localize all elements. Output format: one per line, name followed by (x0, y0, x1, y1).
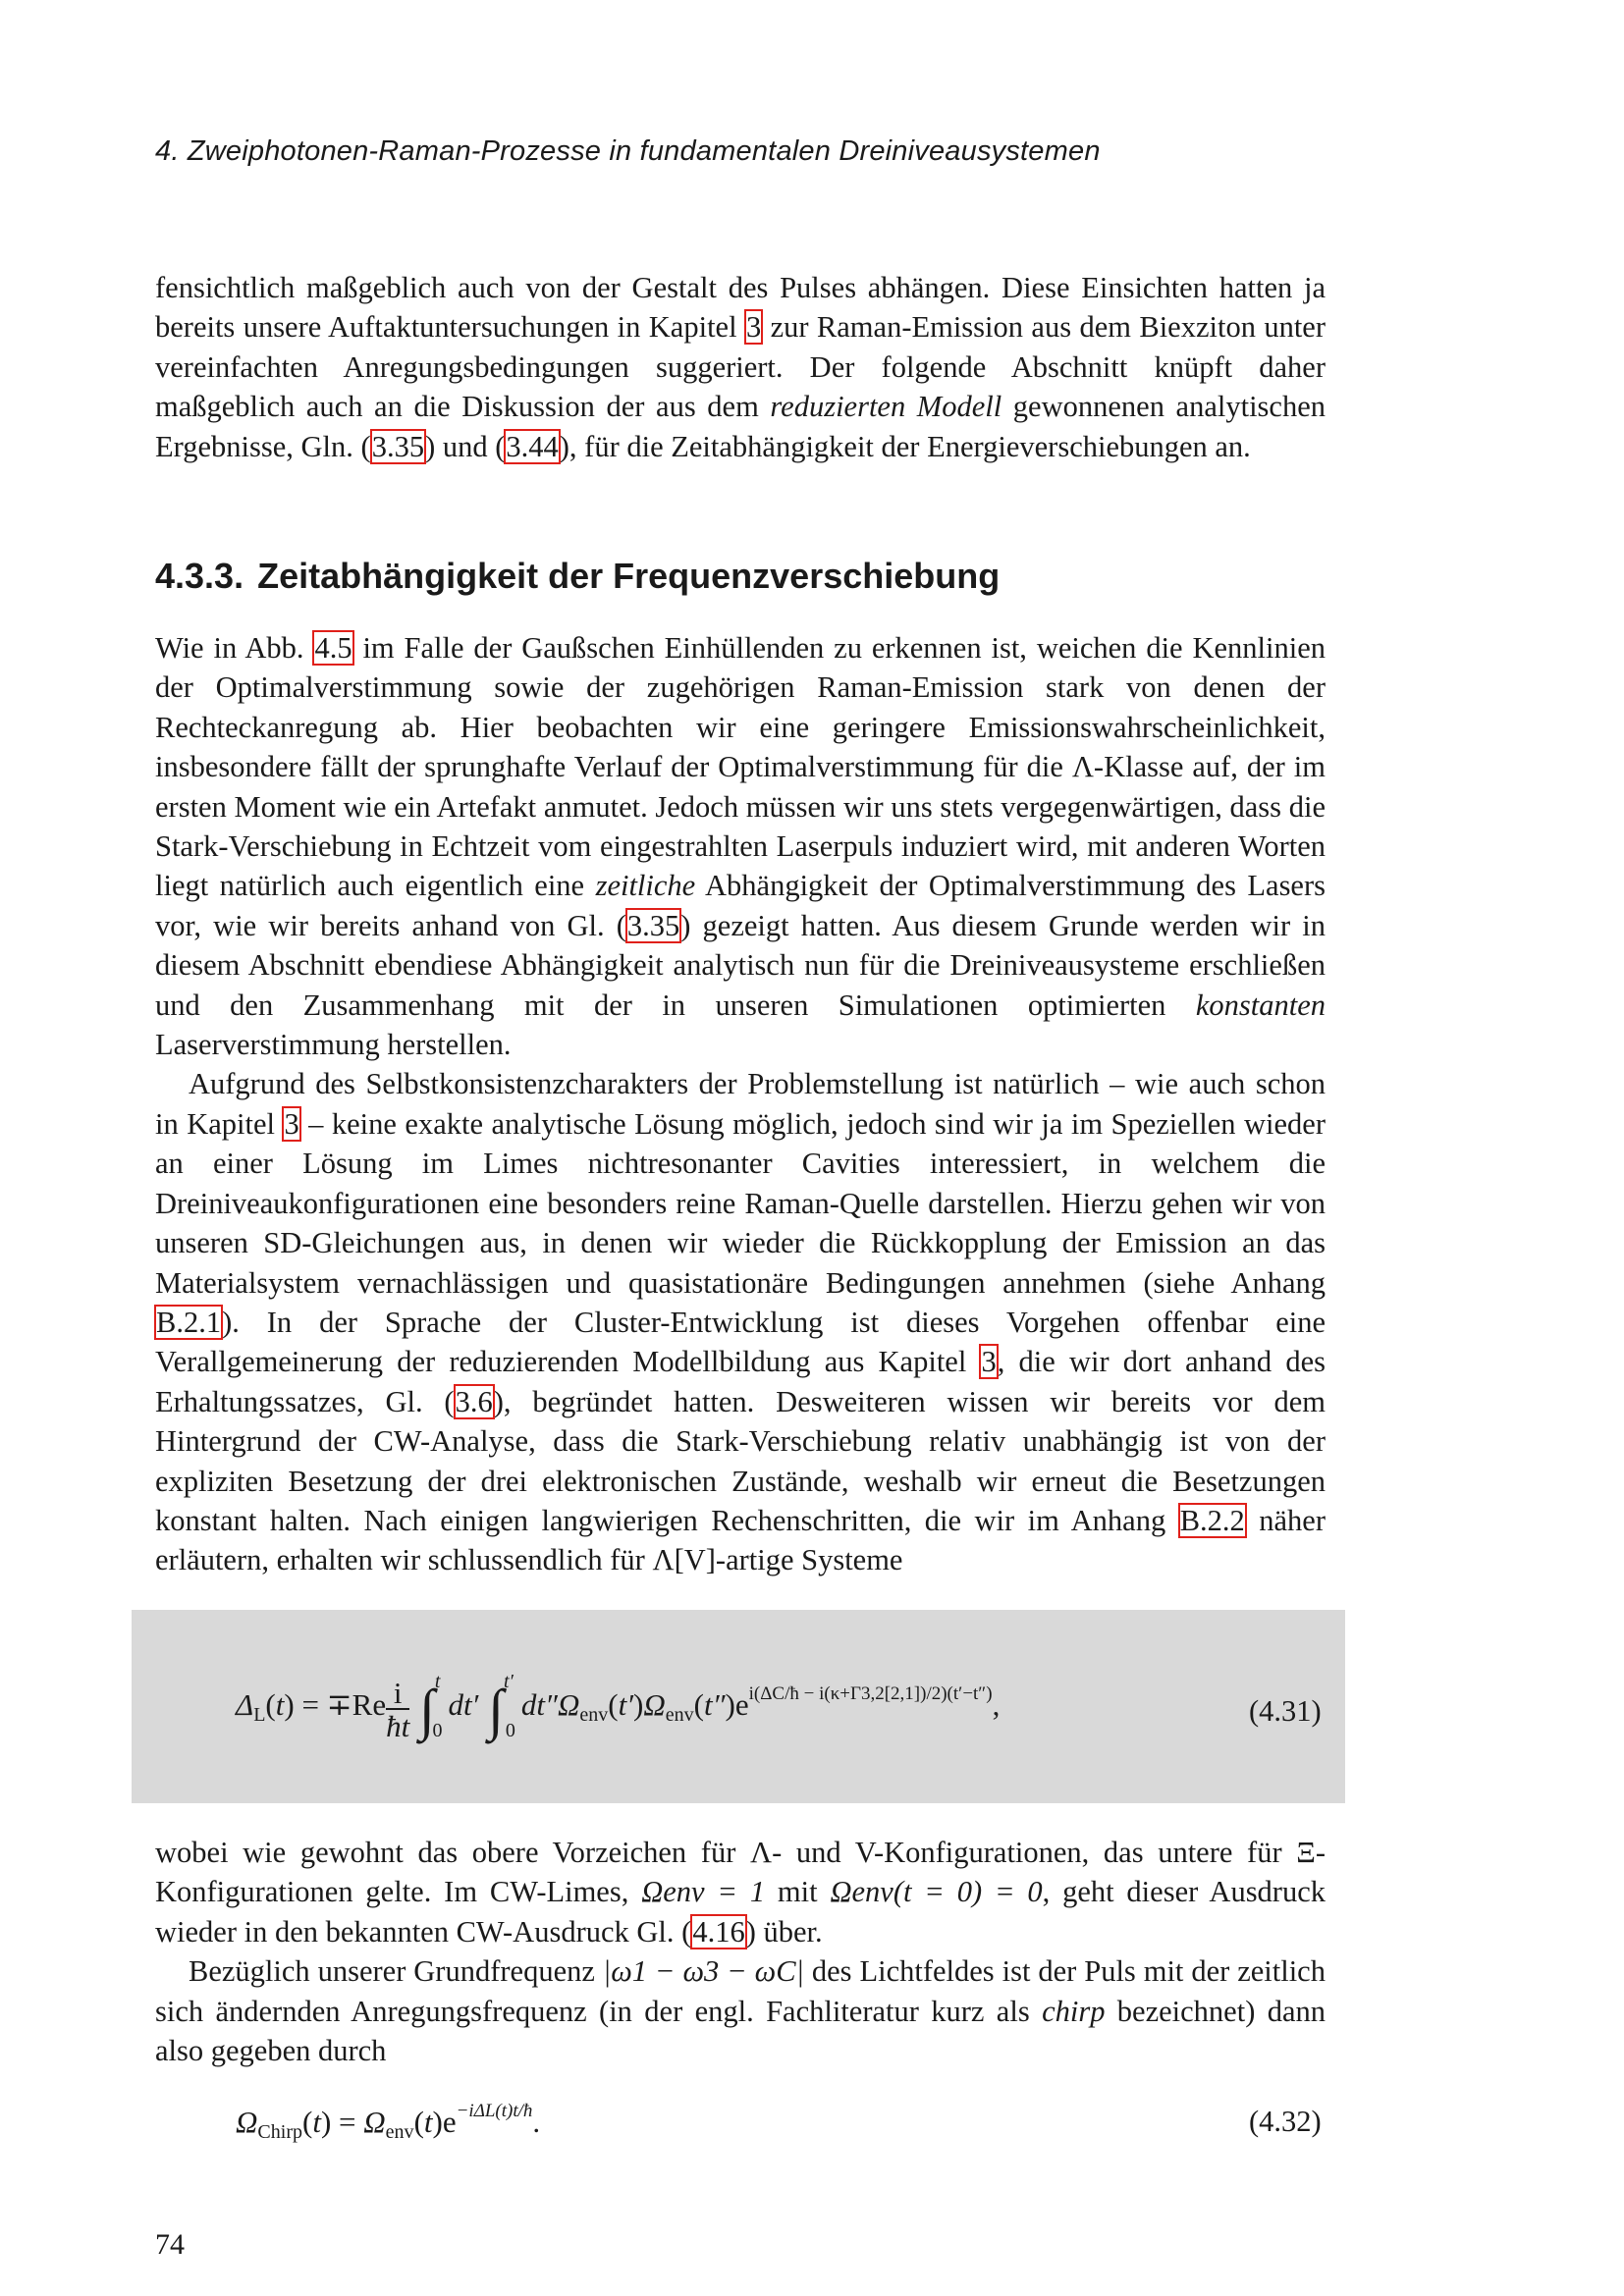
section-number: 4.3.3. (155, 556, 244, 596)
omega-symbol: Ω (363, 2105, 386, 2139)
equation-4-16-link[interactable]: 4.16 (692, 1914, 745, 1949)
omega-symbol: Ω (557, 1687, 580, 1722)
integral-lower-limit: 0 (505, 1720, 515, 1741)
text-run: Wie in Abb. (155, 631, 314, 665)
emphasis-zeitliche: zeitliche (595, 869, 696, 903)
fraction (386, 1676, 410, 1743)
integral-sign: ∫ (488, 1678, 504, 1741)
arg-t-double-prime: t″ (703, 1687, 726, 1722)
inline-math: Ωenv = 1 (641, 1875, 766, 1909)
exponential-e: e (734, 1687, 749, 1722)
omega-symbol: Ω (236, 2105, 258, 2139)
subscript-env: env (665, 1704, 694, 1726)
paragraph-sign-convention (155, 1833, 1326, 1951)
page-number: 74 (155, 2228, 185, 2261)
chapter-3-link[interactable]: 3 (745, 310, 762, 345)
equation-3-35-link[interactable]: 3.35 (371, 429, 425, 463)
appendix-b-2-2-link[interactable]: B.2.2 (1179, 1503, 1245, 1537)
text-run: ) und ( (425, 429, 506, 463)
integral-upper-limit: t′ (503, 1671, 514, 1692)
figure-4-5-link[interactable]: 4.5 (314, 631, 352, 665)
emphasis-konstanten: konstanten (1195, 988, 1326, 1022)
equation-number-4-31: (4.31) (1249, 1694, 1322, 1728)
integral-lower-limit: 0 (432, 1720, 443, 1741)
intro-paragraph (155, 268, 1326, 466)
running-header: 4. Zweiphotonen-Raman-Prozesse in fundamentalen Dreiniveausystemen (155, 135, 1101, 167)
text-run: ). In der Sprache der Cluster-Entwicklung ist dieses Vorgehen offenbar eine Verallgemeinerung der reduzierenden Modellbildung aus Kapitel (155, 1305, 1326, 1379)
text-run: zur Raman-Emission aus dem Biexziton unter vereinfachten Anregungsbedingungen suggeriert. Der folgende Abschnitt knüpft daher maßgeblich auch an die Diskussion der aus dem (155, 310, 1326, 424)
text-run: des Lichtfeldes ist der Puls mit der zeitlich sich ändernden Anregungsfrequenz (in der engl. Fachliteratur kurz als (155, 1954, 1326, 2028)
text-run: wobei wie gewohnt das obere Vorzeichen für Λ- und V-Konfigurationen, das untere für Ξ-Konfigurationen gelte. Im CW-Limes, (155, 1836, 1326, 1909)
paragraph-chirp (155, 1951, 1326, 2070)
arg-t: t (275, 1687, 285, 1722)
text-run: ), für die Zeitabhängigkeit der Energieverschiebungen an. (559, 429, 1251, 463)
text-run: fensichtlich maßgeblich auch von der Gestalt des Pulses abhängen. Diese Einsichten hatten ja bereits unsere Auftaktuntersuchungen in Kapitel (155, 271, 1326, 345)
omega-symbol: Ω (643, 1687, 666, 1722)
exponential-e: e (442, 2105, 457, 2139)
text-run: Abhängigkeit der Optimalverstimmung des Lasers vor, wie wir bereits anhand von Gl. ( (155, 869, 1326, 942)
equation-3-35-link[interactable]: 3.35 (626, 908, 680, 942)
text-run: , die wir dort anhand des Erhaltungssatzes, Gl. ( (155, 1345, 1326, 1418)
equation-4-31-box (132, 1610, 1345, 1803)
inline-math: |ω1 − ω3 − ωC| (602, 1954, 804, 1989)
text-run: ) über. (745, 1914, 823, 1949)
integral-sign: ∫ (418, 1678, 435, 1741)
fraction-numerator: i (386, 1679, 409, 1710)
arg-t: t (423, 2105, 433, 2139)
subscript-L: L (253, 1704, 266, 1726)
real-part: Re (352, 1687, 387, 1722)
arg-t: t (312, 2105, 321, 2139)
intro-paragraph-block (155, 268, 1326, 466)
period: . (532, 2105, 541, 2139)
text-run: mit (765, 1875, 831, 1909)
equation-3-44-link[interactable]: 3.44 (506, 429, 559, 463)
text-run: , geht dieser Ausdruck wieder in den bekannten CW-Ausdruck Gl. ( (155, 1875, 1326, 1949)
equals-sign: = (301, 1687, 319, 1722)
text-run: ) gezeigt hatten. Aus diesem Grunde werden wir in diesem Abschnitt ebendiese Abhängigkeit analytisch nun für die Dreiniveausysteme erschließen und den Zusammenhang mit der in unseren Simulationen optimierten (155, 908, 1326, 1022)
inline-math: Ωenv(t = 0) = 0 (830, 1875, 1043, 1909)
equals-sign: = (339, 2105, 356, 2139)
paragraph-stark-shift (155, 628, 1326, 1064)
after-equation-block (155, 1833, 1326, 2070)
equation-4-32: $\Omega_{Chirp}(t) = \Omega_{env}(t)e^{-i\Delta L(t)t/ħ}$. (236, 2101, 541, 2143)
paragraph-self-consistency (155, 1064, 1326, 1579)
subscript-env: env (385, 2121, 414, 2143)
emphasis-reduced-model: reduzierten Modell (770, 390, 1002, 424)
differential: dt″ (520, 1687, 558, 1722)
text-run: – keine exakte analytische Lösung möglich, jedoch sind wir ja im Speziellen wieder an einer Lösung im Limes nichtresonanter Cavities interessiert, in welchem die Dreiniveaukonfigurationen eine besonders reine Raman-Quelle darstellen. Hierzu gehen wir von unseren SD-Gleichungen aus, in denen wir wieder die Rückkopplung der Emission an das Materialsystem vernachlässigen und quasistationäre Bedingungen annehmen (siehe Anhang (155, 1106, 1326, 1300)
chapter-3-link-2[interactable]: 3 (981, 1345, 997, 1379)
equation-3-6-link[interactable]: 3.6 (455, 1384, 493, 1418)
text-run: im Falle der Gaußschen Einhüllenden zu erkennen ist, weichen die Kennlinien der Optimalverstimmung sowie der zugehörigen Raman-Emission stark von denen der Rechteckanregung ab. Hier beobachten wir eine geringere Emissionswahrscheinlichkeit, insbesondere fällt der sprunghafte Verlauf der Optimalverstimmung für die Λ-Klasse auf, der im ersten Moment wie ein Artefakt anmutet. Jedoch müssen wir uns stets vergegenwärtigen, dass die Stark-Verschiebung in Echtzeit vom eingestrahlten Laserpuls induziert wird, mit anderen Worten liegt natürlich auch eigentlich eine (155, 631, 1326, 903)
emphasis-chirp: chirp (1042, 1994, 1106, 2028)
differential: dt′ (448, 1687, 479, 1722)
integral-upper-limit: t (434, 1671, 441, 1692)
text-run: gewonnenen analytischen Ergebnisse, Gln. ( (155, 390, 1326, 463)
subscript-env: env (579, 1704, 609, 1726)
text-run: näher erläutern, erhalten wir schlussendlich für Λ[V]-artige Systeme (155, 1503, 1326, 1577)
minus-plus-sign: ∓ (326, 1687, 352, 1722)
text-run: Laserverstimmung herstellen. (155, 1028, 512, 1062)
exponent: −iΔL(t)t/ħ (456, 2101, 533, 2121)
exponent: i(ΔC/ħ − i(κ+Γ3,2[2,1])/2)(t′−t″) (748, 1683, 993, 1704)
subscript-chirp: Chirp (257, 2121, 302, 2143)
equation-number-4-32: (4.32) (1249, 2105, 1322, 2138)
arg-t-prime: t′ (618, 1687, 633, 1722)
section-title: Zeitabhängigkeit der Frequenzverschiebung (257, 556, 1001, 596)
delta-symbol: Δ (236, 1687, 254, 1722)
text-run: Aufgrund des Selbstkonsistenzcharakters der Problemstellung ist natürlich – wie auch schon in Kapitel (155, 1067, 1326, 1141)
equation-4-31: $\Delta_L(t) = \mp Re$ $\frac{i}{ħt}$ ∫$^t_0$dt′ $\int^{t'}_0dt''\Omega_{env}(t')\Omega_{env}(t'')e^{i(\Delta C/ħ - i(\kappa+\Gamma 3,2[2,1])/2)(t'-t'')}$, (236, 1671, 1001, 1743)
section-heading (155, 556, 1000, 597)
text-run: ), begründet hatten. Desweiteren wissen wir bereits vor dem Hintergrund der CW-Analyse, dass die Stark-Verschiebung relativ unabhängig ist von der expliziten Besetzung der drei elektronischen Zustände, weshalb wir erneut die Besetzungen konstant halten. Nach einigen langwierigen Rechenschritten, die wir im Anhang (155, 1384, 1326, 1537)
fraction-denominator: ħt (386, 1709, 410, 1743)
chapter-3-link[interactable]: 3 (284, 1106, 299, 1141)
text-run: bezeichnet) dann also gegeben durch (155, 1994, 1326, 2068)
appendix-b-2-1-link[interactable]: B.2.1 (156, 1305, 222, 1339)
section-body (155, 628, 1326, 1580)
comma: , (992, 1687, 1001, 1722)
text-run: Bezüglich unserer Grundfrequenz (189, 1954, 603, 1989)
